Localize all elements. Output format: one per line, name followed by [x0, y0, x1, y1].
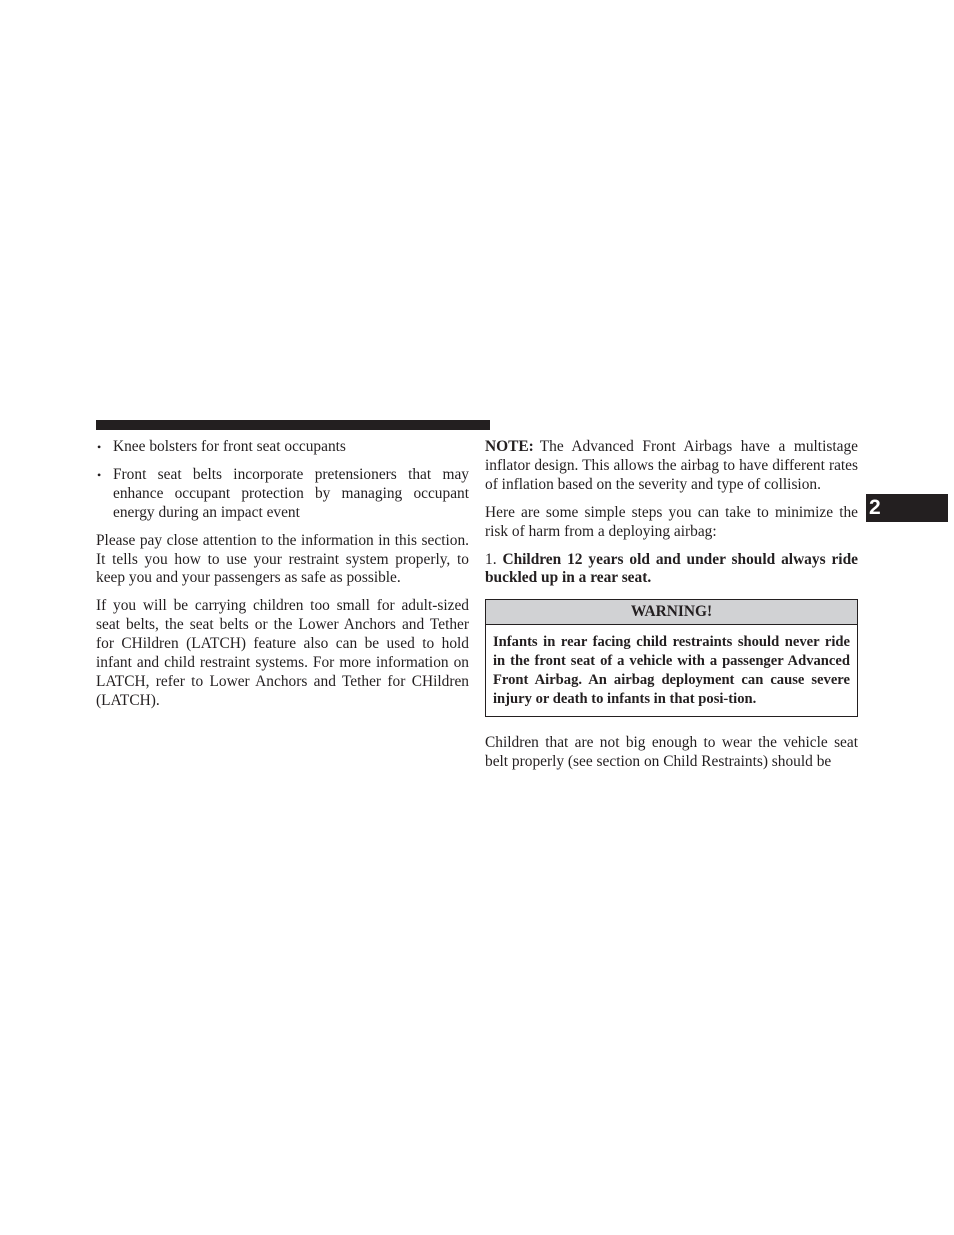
warning-text: Infants in rear facing child restraints should never ride in the front seat of a vehicle with a passenger Advanced Front Airbag. An airbag deployment can cause severe injury or death to infants in that posi-tion.: [493, 634, 850, 708]
paragraph-latch: If you will be carrying children too small for adult-sized seat belts, the seat belts or the Lower Anchors and Tether for CHildren (LATCH) feature also can be used to hold infant and child restraint systems. For more information on LATCH, refer to Lower Anchors and Tether for CHildren (LATCH).: [96, 597, 469, 709]
note-paragraph: [485, 438, 858, 495]
bullet-item-pretensioners: • Front seat belts incorporate pretensioners that may enhance occupant protection by managing occupant energy during an impact event: [96, 466, 469, 523]
warning-box: [485, 599, 858, 717]
chapter-tab: 2: [866, 494, 948, 522]
note-text: The Advanced Front Airbags have a multistage inflator design. This allows the airbag to have different rates of inflation based on the severity and type of collision.: [485, 438, 858, 493]
steps-intro: Here are some simple steps you can take to minimize the risk of harm from a deploying airbag:: [485, 503, 858, 540]
right-column: [485, 438, 858, 781]
bullet-item-knee-bolsters: • Knee bolsters for front seat occupants: [96, 438, 469, 457]
paragraph-attention: Please pay close attention to the information in this section. It tells you how to use your restraint system properly, to keep you and your passengers as safe as possible.: [96, 531, 469, 587]
closing-paragraph: Children that are not big enough to wear the vehicle seat belt properly (see section on Child Restraints) should be: [485, 733, 858, 770]
step-1-text: Children 12 years old and under should always ride buckled up in a rear seat.: [485, 550, 858, 587]
left-column: [96, 438, 469, 720]
note-label: NOTE:: [485, 438, 534, 455]
feature-bullet-list: [96, 438, 469, 523]
header-rule: [96, 420, 490, 430]
step-1-number: 1.: [485, 550, 497, 568]
step-1: [485, 551, 858, 589]
warning-title: WARNING!: [486, 600, 857, 625]
